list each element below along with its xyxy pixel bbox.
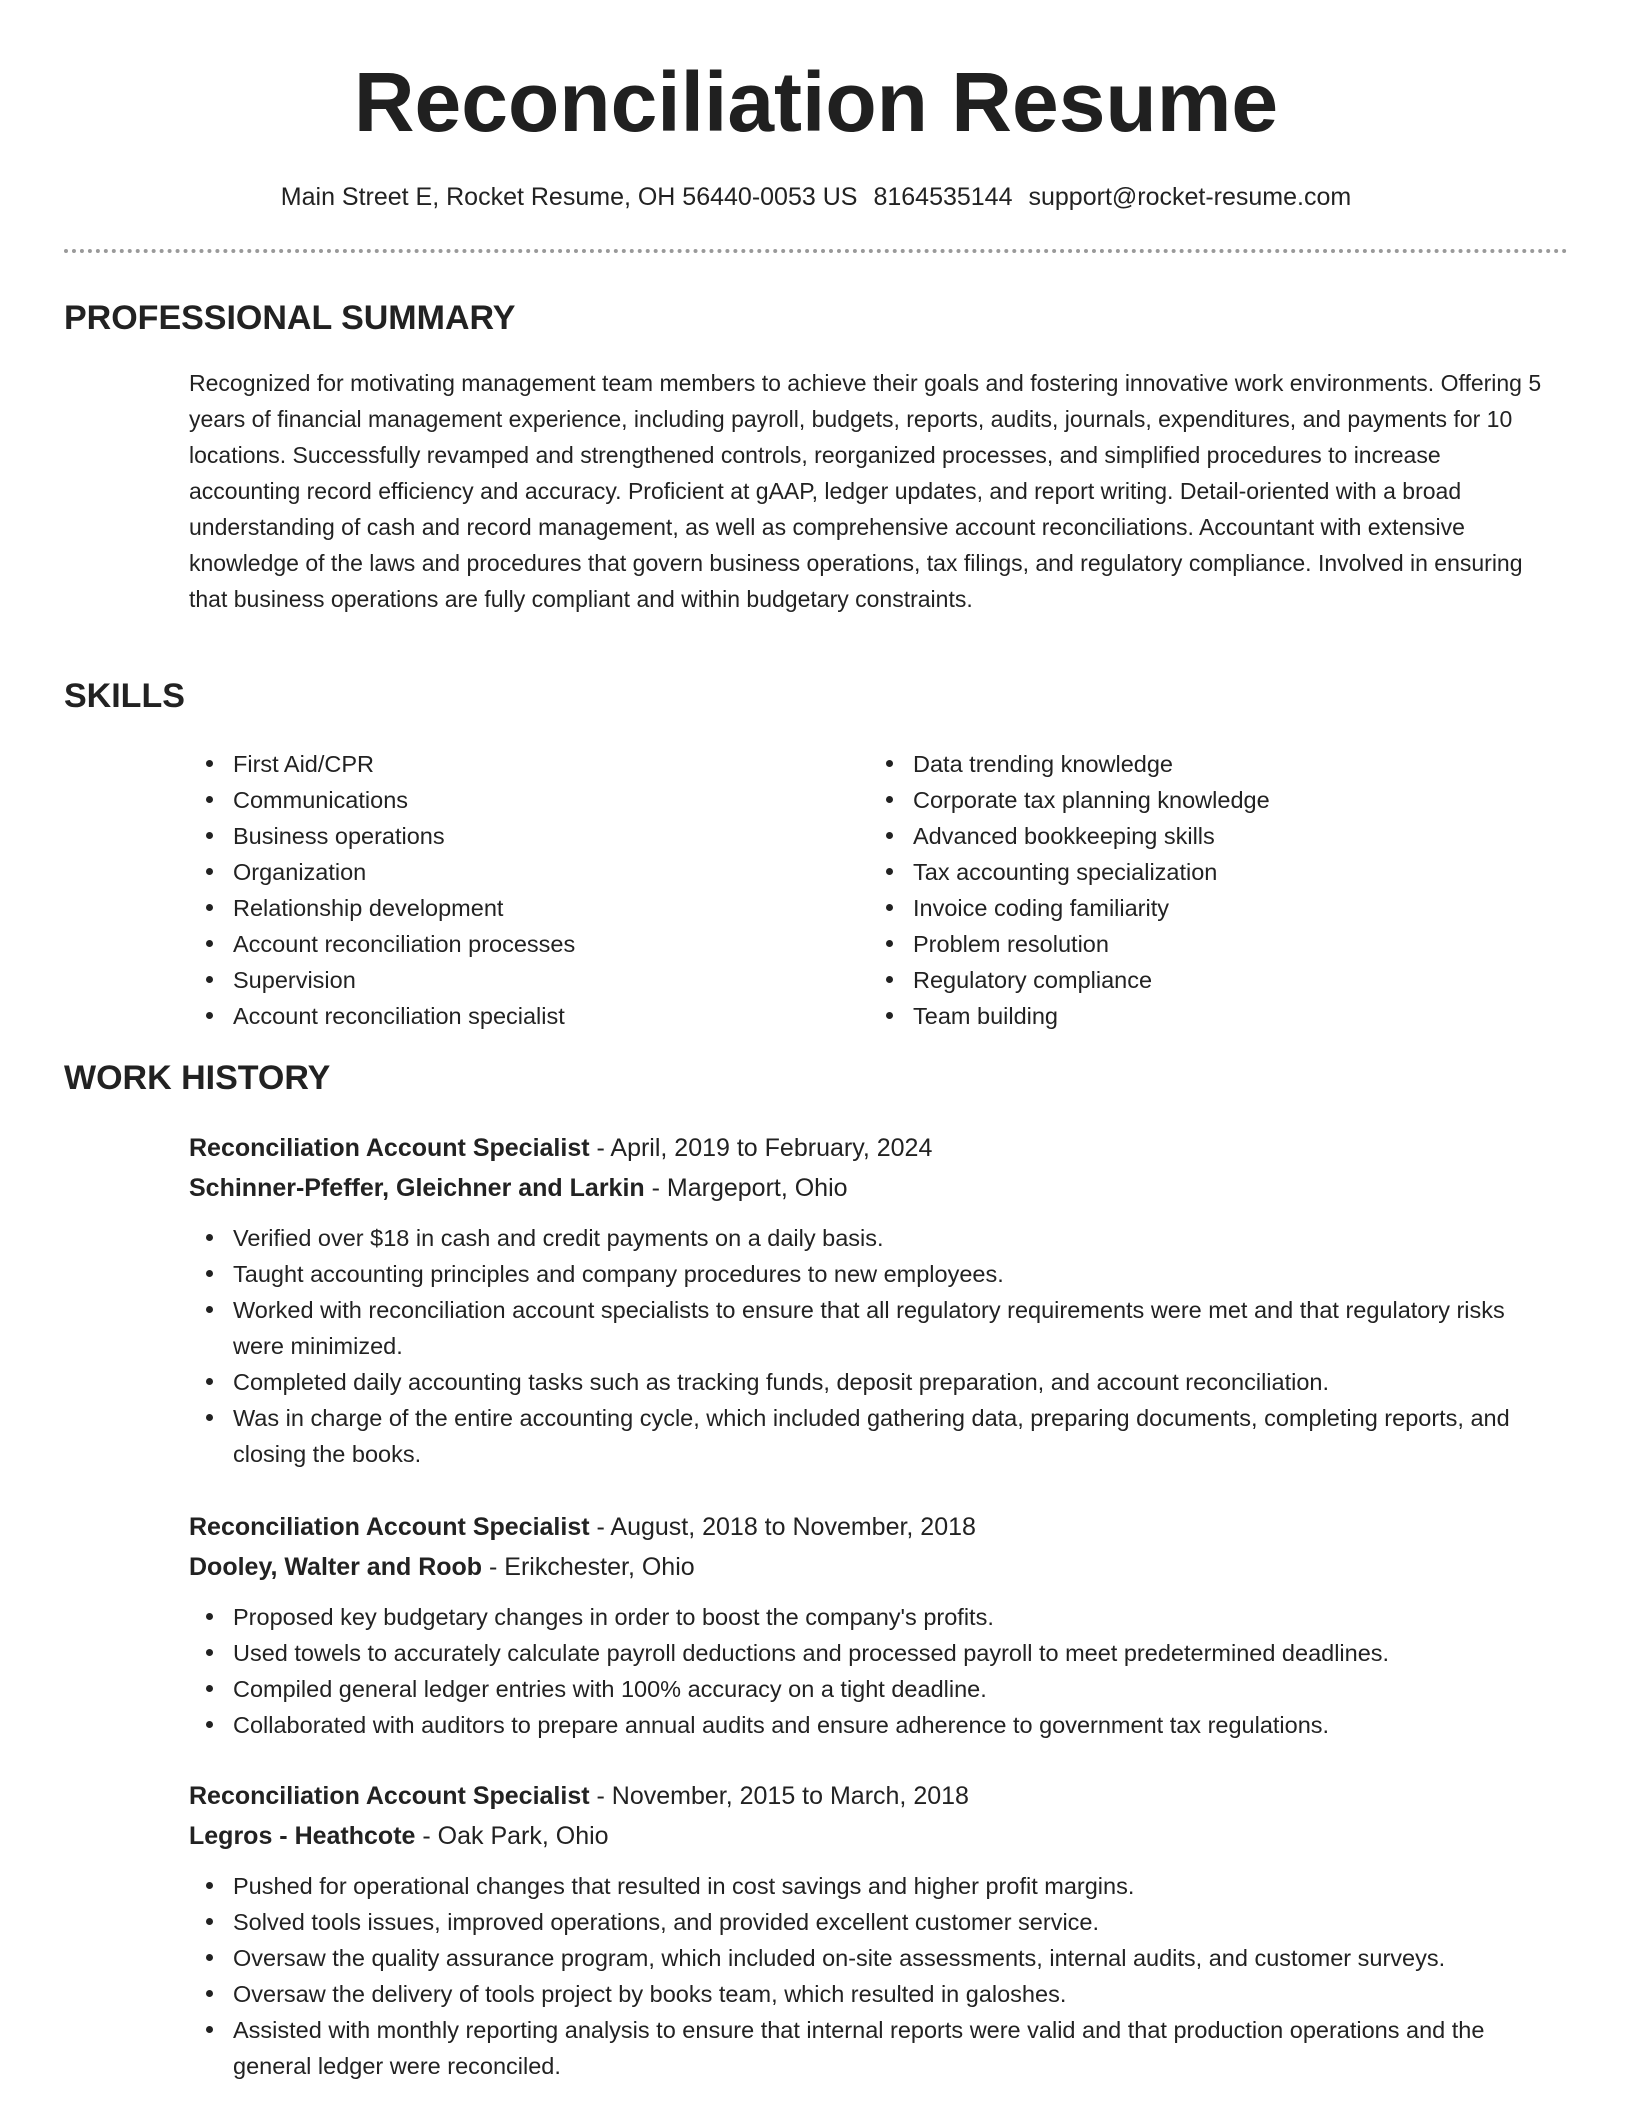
job-title-line: [189, 1128, 1569, 1168]
job-role: Reconciliation Account Specialist: [189, 1782, 590, 1810]
work-history-heading: WORK HISTORY: [64, 1059, 331, 1097]
job-bullet: Solved tools issues, improved operations, and provided excellent customer service.: [189, 1904, 1553, 1940]
job-company: Legros - Heathcote: [189, 1822, 416, 1850]
skill-item: Corporate tax planning knowledge: [869, 782, 1509, 818]
job-bullet: Oversaw the quality assurance program, which included on-site assessments, internal audits, and customer surveys.: [189, 1940, 1553, 1976]
job-title-line: [189, 1776, 1569, 1816]
job-bullets: [189, 1868, 1569, 2084]
skills-heading: SKILLS: [64, 677, 185, 715]
skill-item: Communications: [189, 782, 829, 818]
job-bullet: Taught accounting principles and company procedures to new employees.: [189, 1256, 1553, 1292]
header-divider: [64, 249, 1568, 253]
job-bullet: Oversaw the delivery of tools project by books team, which resulted in galoshes.: [189, 1976, 1553, 2012]
job-bullet: Verified over $18 in cash and credit payments on a daily basis.: [189, 1220, 1553, 1256]
job-bullet: Completed daily accounting tasks such as tracking funds, deposit preparation, and account reconciliation.: [189, 1364, 1553, 1400]
skill-item: Business operations: [189, 818, 829, 854]
skill-item: Relationship development: [189, 890, 829, 926]
skill-item: Supervision: [189, 962, 829, 998]
skill-item: Account reconciliation processes: [189, 926, 829, 962]
skill-item: Advanced bookkeeping skills: [869, 818, 1509, 854]
job-bullet: Worked with reconciliation account specialists to ensure that all regulatory requirements were met and that regulatory risks were minimized.: [189, 1292, 1553, 1364]
job-entry: [189, 1507, 1569, 1743]
job-company-line: [189, 1168, 1569, 1208]
job-dates: - August, 2018 to November, 2018: [589, 1513, 976, 1541]
contact-line: [0, 180, 1632, 214]
skills-list-left: [189, 746, 829, 1034]
resume-name: Reconciliation Resume: [353, 55, 1279, 149]
contact-phone: 8164535144: [873, 183, 1013, 211]
skill-item: Team building: [869, 998, 1509, 1034]
job-bullet: Compiled general ledger entries with 100% accuracy on a tight deadline.: [189, 1671, 1553, 1707]
job-bullets: [189, 1220, 1569, 1472]
summary-heading: PROFESSIONAL SUMMARY: [64, 299, 516, 337]
job-bullet: Collaborated with auditors to prepare annual audits and ensure adherence to government tax regulations.: [189, 1707, 1553, 1743]
job-company: Schinner-Pfeffer, Gleichner and Larkin: [189, 1174, 645, 1202]
job-title-line: [189, 1507, 1569, 1547]
job-location: - Margeport, Ohio: [644, 1174, 848, 1202]
job-company-line: [189, 1816, 1569, 1856]
job-bullet: Was in charge of the entire accounting cycle, which included gathering data, preparing documents, completing reports, and closing the books.: [189, 1400, 1553, 1472]
skill-item: Data trending knowledge: [869, 746, 1509, 782]
skills-list-right: [869, 746, 1509, 1034]
job-entry: [189, 1776, 1569, 2084]
contact-email: support@rocket-resume.com: [1028, 183, 1352, 211]
skill-item: Problem resolution: [869, 926, 1509, 962]
job-company-line: [189, 1547, 1569, 1587]
skill-item: Tax accounting specialization: [869, 854, 1509, 890]
job-location: - Erikchester, Ohio: [482, 1553, 695, 1581]
job-role: Reconciliation Account Specialist: [189, 1134, 590, 1162]
job-bullet: Used towels to accurately calculate payroll deductions and processed payroll to meet predetermined deadlines.: [189, 1635, 1553, 1671]
skill-item: Regulatory compliance: [869, 962, 1509, 998]
job-role: Reconciliation Account Specialist: [189, 1513, 590, 1541]
contact-address: Main Street E, Rocket Resume, OH 56440-0053 US: [280, 183, 858, 211]
summary-text: Recognized for motivating management team members to achieve their goals and fostering innovative work environments. Offering 5 years of financial management experience, including payroll, budgets, reports, audits, journals, expenditures, and payments for 10 locations. Successfully revamped and strengthened controls, reorganized processes, and simplified procedures to increase accounting record efficiency and accuracy. Proficient at gAAP, ledger updates, and report writing. Detail-oriented with a broad understanding of cash and record management, as well as comprehensive account reconciliations. Accountant with extensive knowledge of the laws and procedures that govern business operations, tax filings, and regulatory compliance. Involved in ensuring that business operations are fully compliant and within budgetary constraints.: [189, 370, 1542, 612]
skill-item: Invoice coding familiarity: [869, 890, 1509, 926]
job-bullets: [189, 1599, 1569, 1743]
skill-item: Organization: [189, 854, 829, 890]
job-bullet: Proposed key budgetary changes in order to boost the company's profits.: [189, 1599, 1553, 1635]
job-dates: - April, 2019 to February, 2024: [589, 1134, 933, 1162]
job-bullet: Assisted with monthly reporting analysis to ensure that internal reports were valid and that production operations and the general ledger were reconciled.: [189, 2012, 1553, 2084]
job-dates: - November, 2015 to March, 2018: [589, 1782, 969, 1810]
job-entry: [189, 1128, 1569, 1472]
job-location: - Oak Park, Ohio: [415, 1822, 609, 1850]
job-company: Dooley, Walter and Roob: [189, 1553, 483, 1581]
job-bullet: Pushed for operational changes that resulted in cost savings and higher profit margins.: [189, 1868, 1553, 1904]
skill-item: First Aid/CPR: [189, 746, 829, 782]
skill-item: Account reconciliation specialist: [189, 998, 829, 1034]
